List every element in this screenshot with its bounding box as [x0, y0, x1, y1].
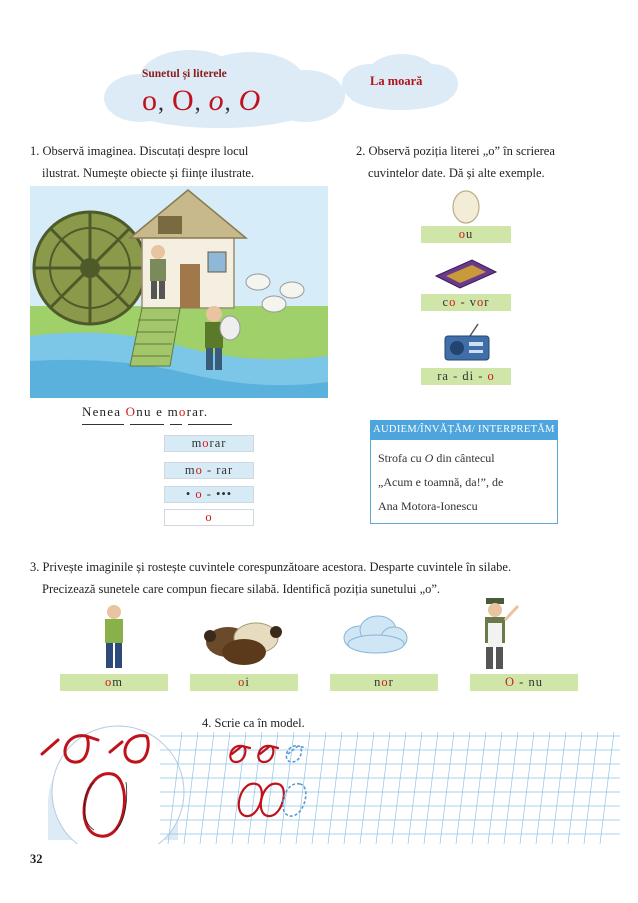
letter-o-script: o: [208, 84, 225, 117]
egg-image: [446, 188, 486, 224]
letter-O-print: O: [172, 84, 195, 117]
word-oi: oi: [190, 674, 298, 691]
word-covor: co - vor: [421, 294, 511, 311]
exercise3-line1: 3. Privește imaginile și rostește cuvintele corespunzătoare acestora. Desparte cuvintele în silabe.: [30, 560, 512, 574]
word-nor: nor: [330, 674, 438, 691]
word-ou: ou: [421, 226, 511, 243]
mill-illustration: [30, 186, 328, 398]
audiem-heading: AUDIEM/ÎNVĂȚĂM/ INTERPRETĂM: [370, 420, 558, 440]
exercise2-line1: 2. Observă poziția literei „o” în scrierea: [356, 144, 555, 158]
exercise2-line2: cuvintelor date. Dă și alte exemple.: [368, 166, 545, 180]
exercise2-instruction: [356, 140, 616, 184]
exercise1-line1: 1. Observă imaginea. Discutați despre locul: [30, 144, 249, 158]
writing-grid: [160, 728, 620, 844]
sheep-image: [200, 612, 284, 668]
exercise4-instruction: 4. Scrie ca în model.: [202, 716, 305, 730]
underline-2: [130, 424, 164, 425]
box-o: o: [164, 509, 254, 526]
exercise1-instruction: [30, 140, 330, 184]
letter-O-script: O: [238, 84, 262, 117]
exercise3-line2: Precizează sunetele care compun fiecare silabă. Identifică poziția sunetului „o”.: [42, 582, 441, 596]
word-radio: ra - di - o: [421, 368, 511, 385]
underline-1: [82, 424, 124, 425]
box-mo-rar: mo - rar: [164, 462, 254, 479]
radio-image: [442, 322, 492, 362]
box-dots: • o - •••: [164, 486, 254, 503]
underline-3: [170, 424, 182, 425]
man-image: [98, 604, 130, 670]
carpet-image: [430, 256, 500, 290]
word-onu: O - nu: [470, 674, 578, 691]
word-om: om: [60, 674, 168, 691]
cloud-image: [340, 612, 410, 656]
letters-display: o, O, o, O: [142, 84, 262, 117]
exercise3-instruction: [30, 556, 620, 600]
onu-image: [472, 598, 522, 670]
lesson-title: La moară: [370, 74, 423, 88]
audiem-text: Strofa cu O din cântecul „Acum e toamnă, da!”, de Ana Motora-Ionescu: [378, 451, 504, 513]
exercise1-sentence: Nenea Onu e morar.: [82, 404, 209, 419]
box-morar: morar: [164, 435, 254, 452]
water-wheel: [34, 212, 146, 324]
letter-o-print: o: [142, 84, 158, 117]
topic-title: Sunetul și literele: [142, 68, 227, 80]
page-number: 32: [30, 852, 43, 866]
exercise1-line2: ilustrat. Numește obiecte și ființe ilustrate.: [42, 166, 255, 180]
underline-4: [188, 424, 232, 425]
